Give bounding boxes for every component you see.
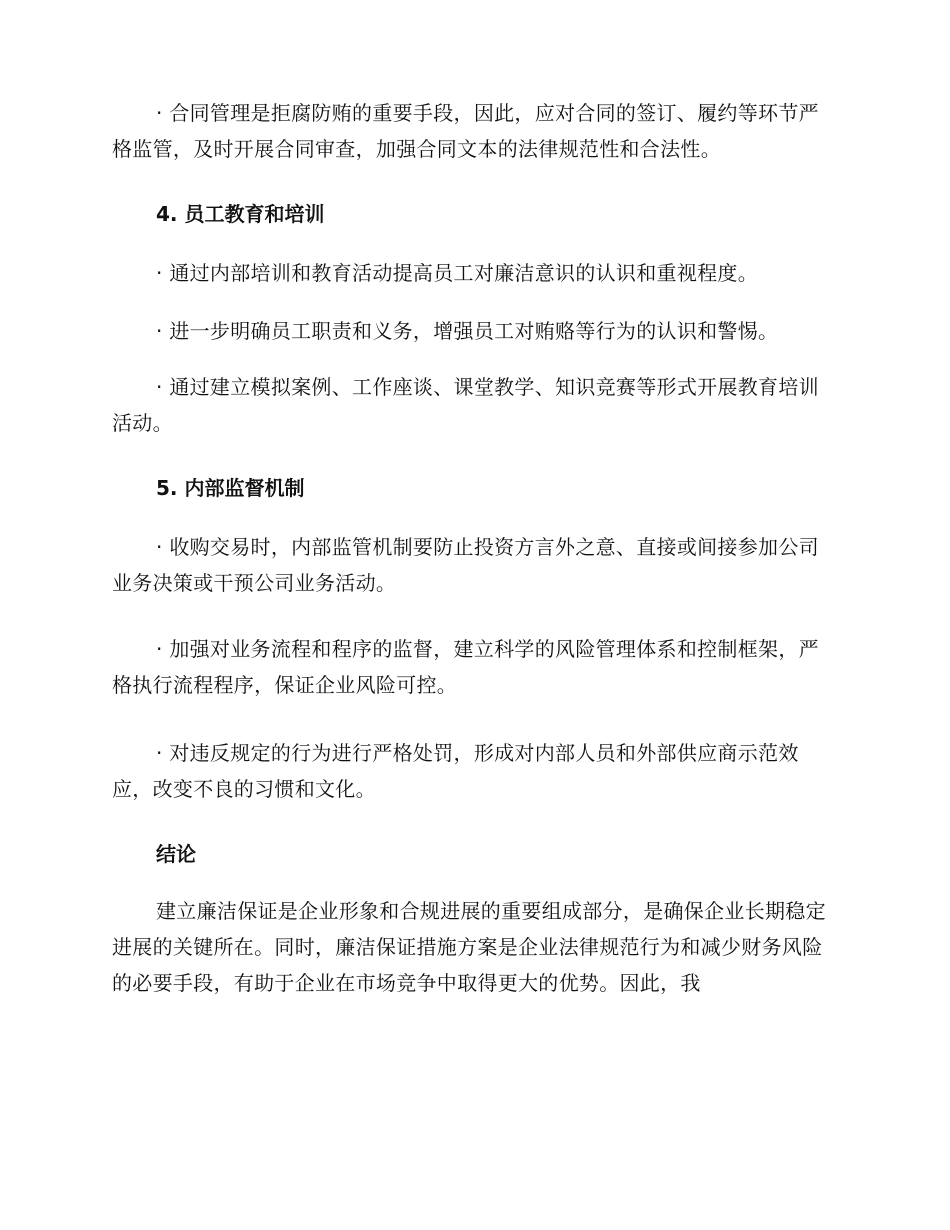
paragraph-contract-management: · 合同管理是拒腐防贿的重要手段，因此，应对合同的签订、履约等环节严格监管，及时开展合同审查，加强合同文本的法律规范性和合法性。 [112, 101, 819, 161]
section-heading-conclusion: 结论 [156, 842, 196, 866]
paragraph-violation-penalties: · 对违反规定的行为进行严格处罚，形成对内部人员和外部供应商示范效应，改变不良的习惯和文化。 [112, 741, 799, 801]
paragraph-process-supervision: · 加强对业务流程和程序的监督，建立科学的风险管理体系和控制框架，严格执行流程程序，保证企业风险可控。 [112, 637, 819, 697]
paragraph-employee-duties: · 进一步明确员工职责和义务，增强员工对贿赂等行为的认识和警惕。 [156, 319, 779, 343]
paragraph-conclusion: 建立廉洁保证是企业形象和合规进展的重要组成部分，是确保企业长期稳定进展的关键所在。同时，廉洁保证措施方案是企业法律规范行为和减少财务风险的必要手段，有助于企业在市场竞争中取得更大的优势。因此，我 [112, 899, 826, 995]
section-heading-internal-supervision: 5. 内部监督机制 [156, 476, 305, 500]
section-heading-employee-education: 4. 员工教育和培训 [156, 202, 325, 226]
paragraph-acquisition-supervision: · 收购交易时，内部监管机制要防止投资方言外之意、直接或间接参加公司业务决策或干预公司业务活动。 [112, 535, 819, 595]
paragraph-internal-training: · 通过内部培训和教育活动提高员工对廉洁意识的认识和重视程度。 [156, 261, 759, 285]
paragraph-training-activities: · 通过建立模拟案例、工作座谈、课堂教学、知识竞赛等形式开展教育培训活动。 [112, 375, 819, 435]
